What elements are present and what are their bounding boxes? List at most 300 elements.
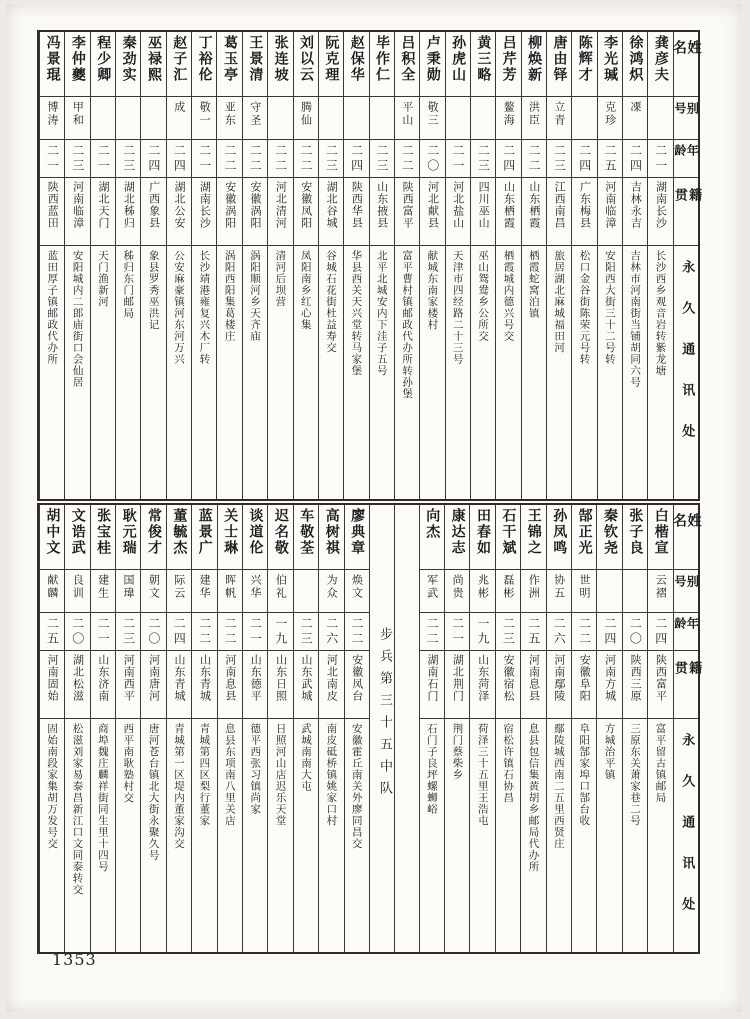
person-alias: 为众 xyxy=(325,574,339,600)
person-column xyxy=(445,32,470,499)
age-cell xyxy=(91,140,115,178)
person-age: 二三 xyxy=(324,144,339,174)
person-column xyxy=(293,32,318,499)
person-address: 富平曹村镇邮政代办所转孙堡 xyxy=(401,250,414,400)
name-cell xyxy=(547,505,571,570)
alias-cell xyxy=(141,570,165,613)
native-place-cell xyxy=(40,651,64,719)
person-column xyxy=(90,32,115,499)
address-cell xyxy=(598,246,622,499)
address-cell xyxy=(65,719,89,952)
name-cell xyxy=(420,32,444,97)
person-column xyxy=(495,32,520,499)
person-alias: 尚贵 xyxy=(451,574,465,600)
person-native-place: 河南西平 xyxy=(122,654,136,702)
person-address: 荷泽三十五里王浩屯 xyxy=(476,723,489,827)
name-cell xyxy=(319,505,343,570)
person-alias: 鳌海 xyxy=(502,101,516,127)
native-place-cell xyxy=(597,651,621,719)
age-cell xyxy=(370,140,394,178)
alias-cell xyxy=(572,570,596,613)
native-place-cell xyxy=(344,178,368,246)
native-place-cell xyxy=(623,178,647,246)
person-name: 冯景琨 xyxy=(44,35,61,83)
person-column xyxy=(495,505,520,952)
address-cell xyxy=(141,246,165,499)
person-address: 安阳西大街三十二号转 xyxy=(603,250,616,365)
address-cell xyxy=(547,246,571,499)
person-column xyxy=(419,32,444,499)
name-cell xyxy=(294,32,318,97)
person-alias: 洪臣 xyxy=(527,101,541,127)
name-cell xyxy=(470,505,494,570)
name-cell xyxy=(572,505,596,570)
person-address: 天津市四经路二十三号 xyxy=(451,250,464,365)
person-native-place: 安徽宿松 xyxy=(502,654,516,702)
age-cell xyxy=(395,140,419,178)
alias-cell xyxy=(496,97,520,140)
person-name: 王锦之 xyxy=(525,508,542,556)
person-column xyxy=(64,505,89,952)
age-cell xyxy=(192,140,216,178)
address-cell xyxy=(116,246,140,499)
alias-cell xyxy=(598,97,622,140)
person-age: 二一 xyxy=(96,617,111,647)
person-age: 二五 xyxy=(45,617,60,647)
address-cell xyxy=(471,246,495,499)
header-alias-cell xyxy=(674,570,698,613)
bottom-header-column xyxy=(670,505,702,952)
person-age: 二二 xyxy=(273,144,288,174)
person-native-place: 湖北松滋 xyxy=(71,654,85,702)
native-place-cell xyxy=(243,178,267,246)
alias-cell xyxy=(192,570,216,613)
alias-cell xyxy=(445,570,469,613)
person-address: 天门渔新河 xyxy=(96,250,109,308)
alias-cell xyxy=(395,97,419,140)
age-cell xyxy=(445,613,469,651)
person-age: 二四 xyxy=(501,144,516,174)
age-cell xyxy=(420,613,444,651)
person-native-place: 湖北公安 xyxy=(173,181,186,229)
person-name: 张宝桂 xyxy=(95,508,112,556)
person-column xyxy=(318,32,343,499)
age-cell xyxy=(268,140,292,178)
native-place-cell xyxy=(192,651,216,719)
person-alias: 博涛 xyxy=(46,101,59,127)
person-column xyxy=(622,505,647,952)
person-column xyxy=(597,32,622,499)
person-name: 张连坡 xyxy=(272,35,289,83)
address-cell xyxy=(370,246,394,499)
alias-cell xyxy=(91,570,115,613)
native-place-cell xyxy=(268,178,292,246)
person-age: 二一 xyxy=(653,144,668,174)
person-name: 迟名敬 xyxy=(272,508,289,556)
person-address: 息县东项南八里关店 xyxy=(223,723,236,827)
bottom-roster-table xyxy=(37,503,700,954)
alias-cell xyxy=(243,97,267,140)
person-column xyxy=(90,505,115,952)
person-name: 康达志 xyxy=(449,508,466,556)
name-cell xyxy=(370,32,394,97)
person-address: 涡阳顺河乡天齐庙 xyxy=(249,250,262,342)
alias-cell xyxy=(623,570,647,613)
person-address: 栖霞城内德兴号交 xyxy=(502,250,515,342)
person-age: 二四 xyxy=(628,144,643,174)
native-place-cell xyxy=(572,178,596,246)
native-place-cell xyxy=(395,178,419,246)
person-name: 石干斌 xyxy=(500,508,517,556)
header-address-cell xyxy=(674,246,698,499)
address-cell xyxy=(40,719,64,952)
name-cell xyxy=(395,32,419,97)
alias-cell xyxy=(167,570,191,613)
person-alias: 敬一 xyxy=(198,101,212,127)
name-cell xyxy=(446,32,470,97)
person-age: 二〇 xyxy=(628,617,643,647)
person-column xyxy=(115,505,140,952)
name-cell xyxy=(623,505,647,570)
alias-cell xyxy=(522,97,546,140)
alias-cell xyxy=(294,570,318,613)
person-address: 献城东南家楼村 xyxy=(426,250,439,331)
address-cell xyxy=(496,246,520,499)
native-place-cell xyxy=(446,178,470,246)
person-age: 二二 xyxy=(527,144,542,174)
age-cell xyxy=(522,140,546,178)
person-native-place: 河北盐山 xyxy=(451,181,465,229)
person-alias: 云褶 xyxy=(654,574,668,600)
person-name: 胡中文 xyxy=(44,508,61,556)
person-name: 程少卿 xyxy=(95,35,112,83)
person-native-place: 陕西富平 xyxy=(401,181,415,229)
native-place-cell xyxy=(141,651,165,719)
person-native-place: 山东济南 xyxy=(96,654,110,702)
person-address: 蓝田厚子镇邮政代办所 xyxy=(46,250,59,365)
person-column xyxy=(521,32,546,499)
person-age: 二三 xyxy=(121,144,136,174)
native-place-cell xyxy=(116,178,140,246)
native-place-cell xyxy=(294,178,318,246)
person-column xyxy=(571,505,596,952)
header-name-label: 姓名 xyxy=(670,513,702,543)
native-place-cell xyxy=(217,178,241,246)
person-native-place: 安徽凤台 xyxy=(350,654,364,702)
name-cell xyxy=(141,32,165,97)
address-cell xyxy=(648,719,672,952)
person-column xyxy=(470,32,495,499)
name-cell xyxy=(547,32,571,97)
person-address: 商埠魏庄麟祥街同生里十四号 xyxy=(96,723,109,873)
age-cell xyxy=(65,140,89,178)
top-roster-table xyxy=(37,30,700,501)
person-native-place: 河北清河 xyxy=(274,181,288,229)
address-cell xyxy=(192,719,216,952)
name-cell xyxy=(268,32,292,97)
native-place-cell xyxy=(648,178,672,246)
person-address: 富平留古镇邮局 xyxy=(654,723,667,804)
name-cell xyxy=(167,32,191,97)
native-place-cell xyxy=(420,651,444,719)
person-alias: 凓 xyxy=(628,101,642,114)
alias-cell xyxy=(547,570,571,613)
age-cell xyxy=(496,140,520,178)
address-cell xyxy=(420,719,444,952)
person-age: 二三 xyxy=(476,144,491,174)
person-name: 耿元瑞 xyxy=(120,508,137,556)
native-place-cell xyxy=(547,651,571,719)
person-native-place: 河南方城 xyxy=(603,654,617,702)
person-native-place: 河南鄢陵 xyxy=(552,654,566,702)
address-cell xyxy=(572,719,596,952)
native-place-cell xyxy=(116,651,140,719)
address-cell xyxy=(344,246,368,499)
age-cell xyxy=(572,613,596,651)
person-alias: 国瑋 xyxy=(122,574,135,600)
person-address: 旅居湖北麻城福田河 xyxy=(553,250,566,354)
person-alias: 平山 xyxy=(400,101,414,127)
person-name: 柳焕新 xyxy=(526,35,543,83)
person-native-place: 四川巫山 xyxy=(477,181,491,229)
address-cell xyxy=(268,246,292,499)
person-name: 秦钦尧 xyxy=(601,508,618,556)
person-alias: 腾仙 xyxy=(299,101,313,127)
person-column xyxy=(622,32,647,499)
address-cell xyxy=(547,719,571,952)
person-age: 二五 xyxy=(603,144,618,174)
person-column xyxy=(140,505,165,952)
person-name: 阮克理 xyxy=(323,35,340,83)
person-native-place: 安徽阜阳 xyxy=(578,654,592,702)
person-name: 文诰武 xyxy=(69,508,86,556)
alias-cell xyxy=(91,97,115,140)
page-number: 1353 xyxy=(52,950,97,969)
person-column xyxy=(419,505,444,952)
person-native-place: 江西南昌 xyxy=(553,181,567,229)
person-address: 鄢陵城西南二五里西贤庄 xyxy=(552,723,565,850)
person-address: 公安麻豪镇河东河万兴 xyxy=(172,250,185,365)
age-cell xyxy=(345,613,369,651)
person-native-place: 山东德平 xyxy=(249,654,263,702)
age-cell xyxy=(547,140,571,178)
native-place-cell xyxy=(91,651,115,719)
person-address: 方城治平镇 xyxy=(603,723,616,781)
address-cell xyxy=(294,246,318,499)
person-address: 涡阳西阳集葛楼庄 xyxy=(223,250,236,342)
person-address: 松口金谷街陈荣元号转 xyxy=(578,250,591,365)
person-column xyxy=(166,505,191,952)
person-alias: 良训 xyxy=(71,574,85,600)
person-address: 石门子良坪螺蛳峪 xyxy=(425,723,438,815)
name-cell xyxy=(648,32,672,97)
top-header-column xyxy=(670,32,702,499)
person-alias: 兴华 xyxy=(248,574,262,600)
person-column xyxy=(140,32,165,499)
person-column xyxy=(293,505,318,952)
native-place-cell xyxy=(496,651,520,719)
address-cell xyxy=(623,246,647,499)
person-name: 李仲夔 xyxy=(69,35,86,83)
age-cell xyxy=(141,613,165,651)
address-cell xyxy=(420,246,444,499)
address-cell xyxy=(345,719,369,952)
person-age: 二五 xyxy=(526,617,541,647)
person-column xyxy=(217,505,242,952)
name-cell xyxy=(623,32,647,97)
person-alias: 成 xyxy=(172,101,186,114)
person-native-place: 山东栖霞 xyxy=(527,181,541,229)
person-age: 二〇 xyxy=(146,617,161,647)
native-place-cell xyxy=(598,178,622,246)
person-alias: 亚东 xyxy=(223,101,237,127)
alias-cell xyxy=(319,570,343,613)
person-native-place: 山东日照 xyxy=(274,654,288,702)
person-column xyxy=(520,505,545,952)
person-age: 二二 xyxy=(298,144,313,174)
header-native-place-label: 籍贯 xyxy=(671,661,702,694)
person-name: 蓝景广 xyxy=(196,508,213,556)
person-name: 常俊才 xyxy=(145,508,162,556)
person-age: 二六 xyxy=(552,617,567,647)
native-place-cell xyxy=(268,651,292,719)
person-age: 二二 xyxy=(425,617,440,647)
name-cell xyxy=(217,32,241,97)
person-native-place: 湖南石门 xyxy=(425,654,439,702)
person-address: 固始南段家集胡万发号交 xyxy=(46,723,59,850)
person-native-place: 湖南长沙 xyxy=(198,181,212,229)
address-cell xyxy=(65,246,89,499)
alias-cell xyxy=(420,570,444,613)
header-address-label: 永久通讯处 xyxy=(679,733,695,938)
header-age-label: 年龄 xyxy=(672,144,700,161)
person-address: 松滋刘家易泰昌新江口文同泰转交 xyxy=(71,723,84,896)
person-native-place: 湖北秭归 xyxy=(122,181,136,229)
person-native-place: 山东青城 xyxy=(198,654,212,702)
person-alias: 建生 xyxy=(96,574,110,600)
person-address: 阜阳郜家埠口郜台收 xyxy=(578,723,591,827)
person-column xyxy=(115,32,140,499)
name-cell xyxy=(40,32,64,97)
alias-cell xyxy=(65,97,89,140)
address-cell xyxy=(623,719,647,952)
person-native-place: 安徽涡阳 xyxy=(249,181,263,229)
person-name: 谈道伦 xyxy=(247,508,264,556)
person-name: 孙凤鸣 xyxy=(551,508,568,556)
native-place-cell xyxy=(167,178,191,246)
person-age: 二三 xyxy=(121,617,136,647)
address-cell xyxy=(294,719,318,952)
person-column xyxy=(444,505,469,952)
person-native-place: 河北南皮 xyxy=(325,654,339,702)
alias-cell xyxy=(572,97,596,140)
person-alias: 朝文 xyxy=(147,574,161,600)
person-alias: 协五 xyxy=(552,574,566,600)
age-cell xyxy=(319,613,343,651)
person-name: 丁裕伦 xyxy=(196,35,213,83)
header-age-cell xyxy=(674,140,698,178)
alias-cell xyxy=(167,97,191,140)
person-age: 二四 xyxy=(349,144,364,174)
person-address: 北平北城安内下洼子五号 xyxy=(375,250,388,377)
person-native-place: 山东掖县 xyxy=(375,181,389,229)
person-age: 二四 xyxy=(172,144,187,174)
person-name: 李光瑊 xyxy=(602,35,619,83)
person-address: 栖霞蛇窝泊镇 xyxy=(527,250,540,319)
person-age: 一九 xyxy=(475,617,490,647)
header-alias-label: 别号 xyxy=(672,102,700,122)
person-column xyxy=(267,32,292,499)
person-alias: 献麟 xyxy=(45,574,59,600)
address-cell xyxy=(522,246,546,499)
person-address: 荆门蔡柴乡 xyxy=(451,723,464,781)
person-column xyxy=(64,32,89,499)
alias-cell xyxy=(648,97,672,140)
name-cell xyxy=(65,505,89,570)
person-alias: 敬三 xyxy=(426,101,440,127)
header-native-place-cell xyxy=(671,178,702,246)
age-cell xyxy=(597,613,621,651)
person-name: 廖典章 xyxy=(349,508,366,556)
person-age: 二六 xyxy=(324,617,339,647)
age-cell xyxy=(243,140,267,178)
person-native-place: 山东青城 xyxy=(173,654,187,702)
address-cell xyxy=(116,719,140,952)
native-place-cell xyxy=(445,651,469,719)
age-cell xyxy=(217,140,241,178)
address-cell xyxy=(218,719,242,952)
age-cell xyxy=(623,613,647,651)
unit-divider-column xyxy=(369,505,419,952)
address-cell xyxy=(91,719,115,952)
header-alias-label: 别号 xyxy=(672,575,700,595)
person-column xyxy=(318,505,343,952)
name-cell xyxy=(319,32,343,97)
person-address: 武城南南大屯 xyxy=(299,723,312,792)
native-place-cell xyxy=(167,651,191,719)
person-address: 谷城石花街杜益寿交 xyxy=(325,250,338,354)
alias-cell xyxy=(294,97,318,140)
person-alias: 甲和 xyxy=(71,101,85,127)
person-age: 二三 xyxy=(375,144,389,174)
person-native-place: 安徽凤阳 xyxy=(299,181,313,229)
person-native-place: 广东梅县 xyxy=(578,181,592,229)
name-cell xyxy=(598,32,622,97)
person-age: 二四 xyxy=(146,144,161,174)
age-cell xyxy=(572,140,596,178)
native-place-cell xyxy=(648,651,672,719)
native-place-cell xyxy=(294,651,318,719)
person-address: 唐河苍台镇北大街永聚久号 xyxy=(147,723,160,861)
age-cell xyxy=(40,140,64,178)
person-native-place: 河南临漳 xyxy=(603,181,617,229)
age-cell xyxy=(521,613,545,651)
person-native-place: 河北献县 xyxy=(426,181,440,229)
person-age: 二二 xyxy=(197,617,212,647)
alias-cell xyxy=(623,97,647,140)
name-cell xyxy=(420,505,444,570)
person-age: 二二 xyxy=(350,617,365,647)
address-cell xyxy=(243,246,267,499)
person-alias: 伯礼 xyxy=(274,574,288,600)
person-alias: 建华 xyxy=(198,574,212,600)
native-place-cell xyxy=(471,178,495,246)
alias-cell xyxy=(40,570,64,613)
person-age: 二四 xyxy=(653,617,668,647)
address-cell xyxy=(648,246,672,499)
person-name: 车敬荃 xyxy=(298,508,315,556)
person-alias: 守圣 xyxy=(248,101,262,127)
